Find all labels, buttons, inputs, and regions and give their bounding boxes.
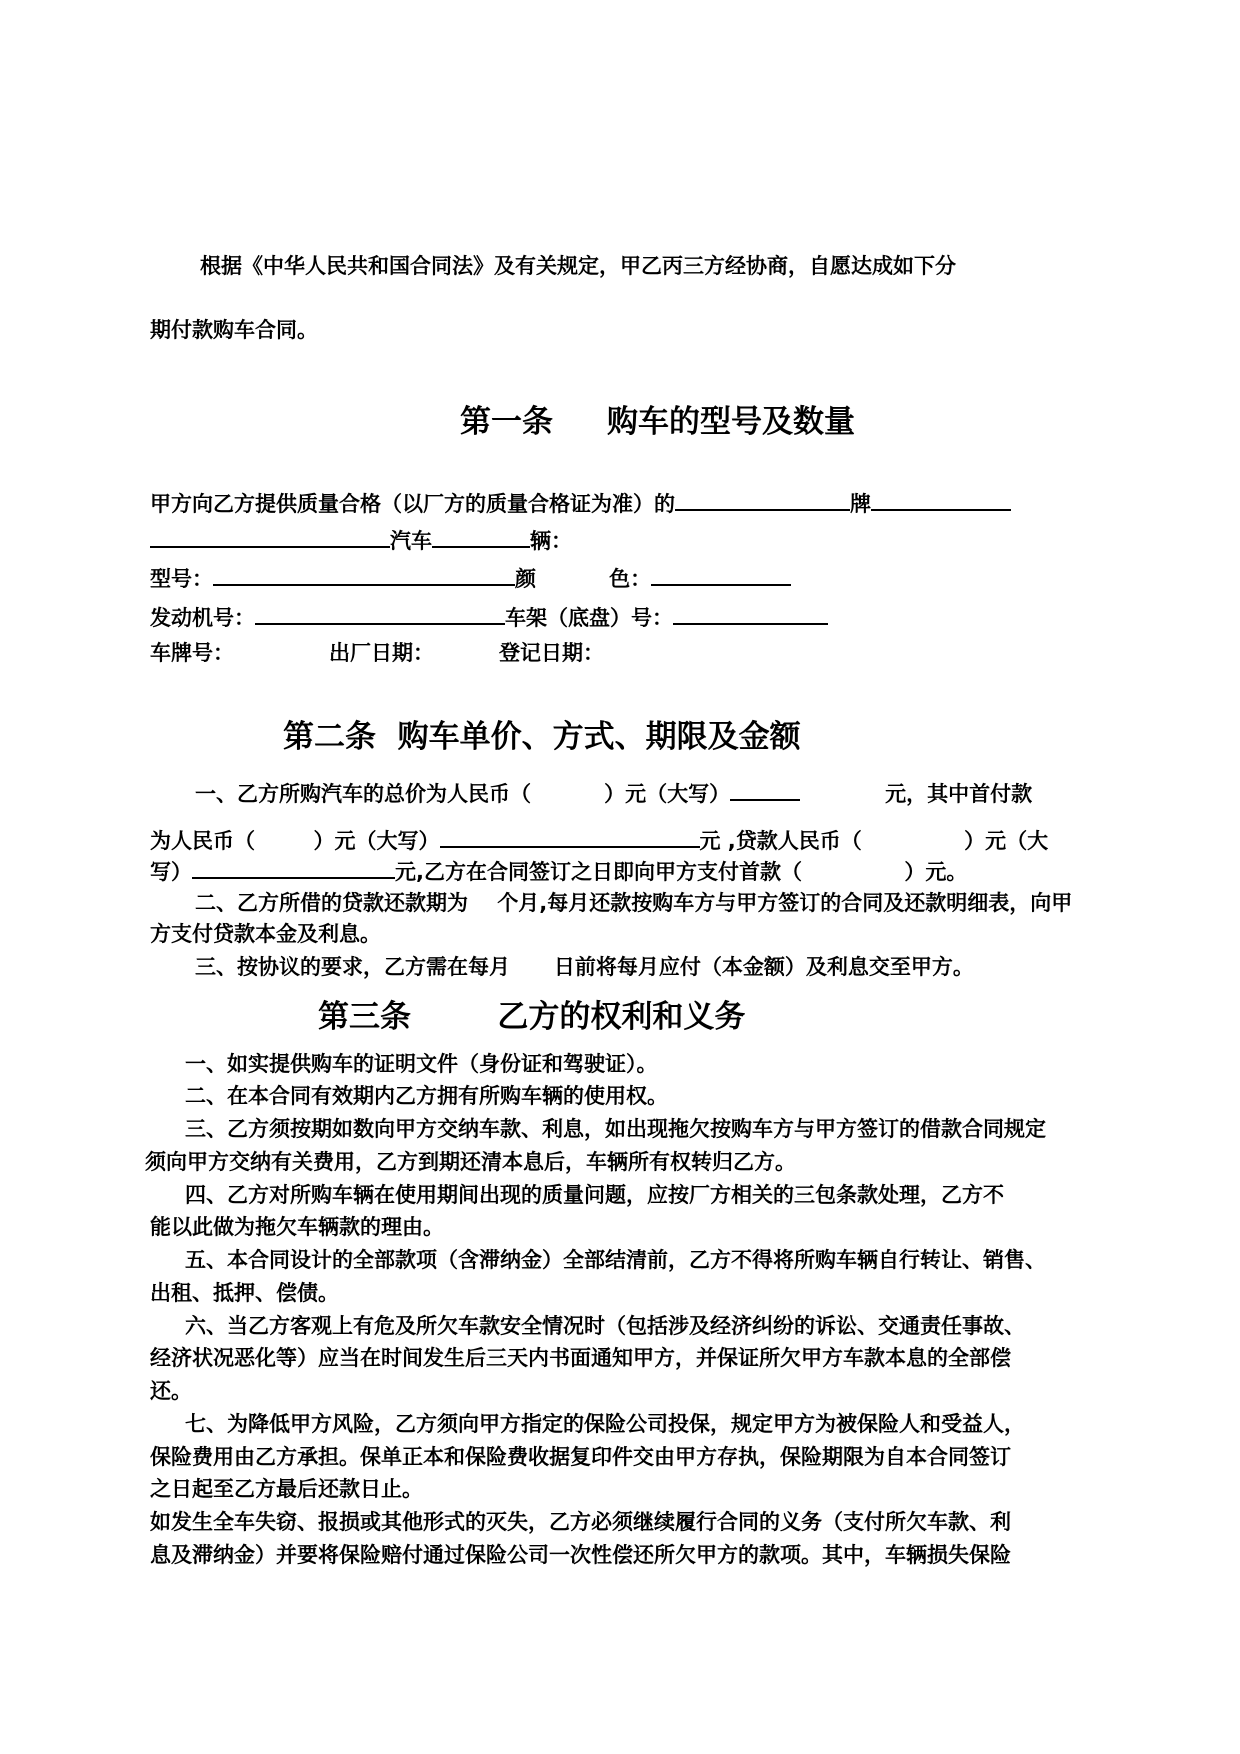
s1-line-5 xyxy=(150,639,604,667)
s3-item-4-line-2: 能以此做为拖欠车辆款的理由。 xyxy=(150,1215,444,1239)
total-uppercase-blank xyxy=(730,777,800,801)
s3-item-7-line-1: 七、为降低甲方风险，乙方须向甲方指定的保险公司投保，规定甲方为被保险人和受益人， xyxy=(185,1412,1025,1436)
s3-item-5-line-1: 五、本合同设计的全部款项（含滞纳金）全部结清前，乙方不得将所购车辆自行转让、销售、 xyxy=(185,1248,1046,1272)
section3-title: 第三条 乙方的权利和义务 xyxy=(318,999,746,1035)
model-label: 型号： xyxy=(150,567,213,591)
factory-date-label: 出厂日期： xyxy=(329,641,434,665)
s3-item-4-line-1: 四、乙方对所购车辆在使用期间出现的质量问题，应按厂方相关的三包条款处理，乙方不 xyxy=(185,1183,1004,1207)
quantity-blank xyxy=(432,524,530,548)
brand-blank-2 xyxy=(871,487,1011,511)
s3-item-3-line-1: 三、乙方须按期如数向甲方交纳车款、利息，如出现拖欠按购车方与甲方签订的借款合同规定 xyxy=(185,1117,1046,1141)
intro-line-1: 根据《中华人民共和国合同法》及有关规定，甲乙丙三方经协商，自愿达成如下分 xyxy=(200,254,956,278)
s3-item-1: 一、如实提供购车的证明文件（身份证和驾驶证）。 xyxy=(185,1052,658,1076)
s1-l2-text-b: 辆： xyxy=(530,529,572,553)
section1-title: 第一条 购车的型号及数量 xyxy=(460,404,855,440)
engine-blank xyxy=(255,601,505,625)
section2-title: 第二条 购车单价、方式、期限及金额 xyxy=(283,719,801,755)
s3-item-6-line-2: 经济状况恶化等）应当在时间发生后三天内书面通知甲方，并保证所欠甲方车款本息的全部偿 xyxy=(150,1346,1011,1370)
frame-blank xyxy=(673,601,828,625)
intro-line-2: 期付款购车合同。 xyxy=(150,318,318,342)
register-date-label: 登记日期： xyxy=(499,641,604,665)
s1-l2-text-a: 汽车 xyxy=(390,529,432,553)
s3-item-6-line-3: 还。 xyxy=(150,1379,192,1403)
plate-label: 车牌号： xyxy=(150,641,234,665)
down-payment-uppercase-blank xyxy=(440,824,700,848)
s2-p1-l1-text-a: 一、乙方所购汽车的总价为人民币（ ）元（大写） xyxy=(195,782,731,806)
s3-item-8-line-2: 息及滞纳金）并要将保险赔付通过保险公司一次性偿还所欠甲方的款项。其中，车辆损失保险 xyxy=(150,1543,1011,1567)
s2-p1-l3-text-a: 写） xyxy=(150,860,192,884)
s1-l1-text-b: 牌 xyxy=(850,492,871,516)
s3-item-5-line-2: 出租、抵押、偿债。 xyxy=(150,1281,339,1305)
s1-line-1 xyxy=(150,487,1011,518)
s3-item-8-line-1: 如发生全车失窃、报损或其他形式的灭失，乙方必须继续履行合同的义务（支付所欠车款、利 xyxy=(150,1510,1011,1534)
s1-line-3 xyxy=(150,562,791,593)
s1-line-4 xyxy=(150,601,828,632)
s3-item-6-line-1: 六、当乙方客观上有危及所欠车款安全情况时（包括涉及经济纠纷的诉讼、交通责任事故、 xyxy=(185,1314,1025,1338)
loan-uppercase-blank xyxy=(192,855,395,879)
brand-blank xyxy=(675,487,850,511)
s1-line-2 xyxy=(150,524,572,555)
engine-label: 发动机号： xyxy=(150,606,255,630)
frame-label: 车架（底盘）号： xyxy=(505,606,673,630)
s2-p1-l2-text-a: 为人民币（ ）元（大写） xyxy=(150,829,440,853)
s2-p1-line-3 xyxy=(150,855,967,886)
s2-p1-line-2 xyxy=(150,824,1048,855)
vehicle-blank xyxy=(150,524,390,548)
s1-l1-text-a: 甲方向乙方提供质量合格（以厂方的质量合格证为准）的 xyxy=(150,492,675,516)
s3-item-7-line-3: 之日起至乙方最后还款日止。 xyxy=(150,1477,423,1501)
s2-p1-l2-text-b: 元 ,贷款人民币（ ）元（大 xyxy=(699,829,1049,853)
s2-p3-line: 三、按协议的要求，乙方需在每月 日前将每月应付（本金额）及利息交至甲方。 xyxy=(195,955,974,979)
s3-item-3-line-2: 须向甲方交纳有关费用，乙方到期还清本息后，车辆所有权转归乙方。 xyxy=(145,1150,796,1174)
s3-item-7-line-2: 保险费用由乙方承担。保单正本和保险费收据复印件交由甲方存执，保险期限为自本合同签订 xyxy=(150,1445,1011,1469)
s2-p1-l1-text-b: 元，其中首付款 xyxy=(885,782,1033,806)
color-label: 颜 色： xyxy=(515,567,652,591)
s2-p1-l3-text-b: 元,乙方在合同签订之日即向甲方支付首款（ ）元。 xyxy=(395,860,968,884)
color-blank xyxy=(651,562,791,586)
s2-p2-line-2: 方支付贷款本金及利息。 xyxy=(150,922,381,946)
s2-p1-line-1 xyxy=(195,777,1032,808)
s2-p2-line-1: 二、乙方所借的贷款还款期为 个月,每月还款按购车方与甲方签订的合同及还款明细表，向甲 xyxy=(195,891,1073,915)
model-blank xyxy=(213,562,515,586)
s3-item-2: 二、在本合同有效期内乙方拥有所购车辆的使用权。 xyxy=(185,1084,668,1108)
